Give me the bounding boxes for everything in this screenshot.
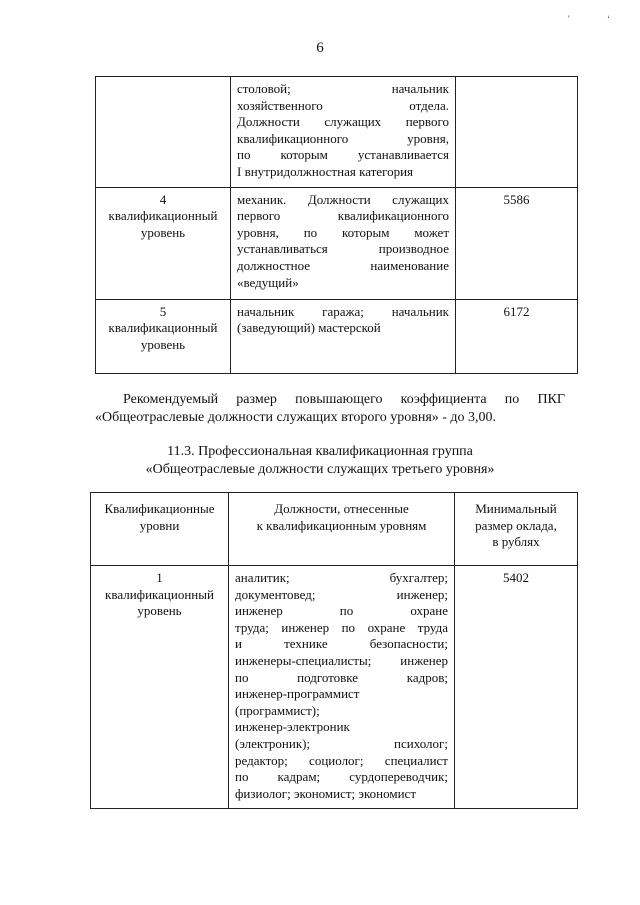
salary-cell: 5402: [455, 566, 578, 809]
position-line: физиолог; экономист; экономист: [235, 785, 417, 801]
positions-cell: [231, 77, 456, 188]
scan-mark-2: ʻ: [607, 14, 610, 24]
level-line: 1: [156, 570, 163, 585]
level-cell: [96, 299, 231, 373]
table-row: [96, 187, 578, 299]
position-line: квалификационного уровня,: [237, 130, 449, 146]
header-line: в рублях: [492, 534, 540, 550]
positions-cell: [231, 299, 456, 373]
position-line: начальник гаража; начальник: [237, 303, 449, 319]
position-line: инженер по охране: [235, 603, 448, 619]
salary-cell: 5586: [456, 187, 578, 299]
level-cell: [96, 77, 231, 188]
scan-mark-1: ': [568, 14, 570, 24]
level-cell: [96, 187, 231, 299]
position-line: и технике безопасности;: [235, 636, 448, 652]
table-continuation: [95, 76, 578, 374]
page-number: 6: [316, 40, 324, 56]
level-line: 4: [159, 191, 167, 207]
header-levels: [91, 493, 229, 566]
position-line: (электроник); психолог;: [235, 735, 448, 751]
level-line: квалификационный: [105, 586, 214, 602]
positions-cell: [231, 187, 456, 299]
position-line: аналитик; бухгалтер;: [235, 570, 448, 585]
position-line: хозяйственного отдела.: [237, 97, 449, 113]
position-line: (заведующий) мастерской: [237, 320, 381, 336]
header-line: Минимальный: [475, 501, 557, 516]
recommendation-paragraph: [95, 391, 565, 427]
level-line: уровень: [140, 224, 186, 240]
level-line: квалификационный: [108, 320, 218, 336]
position-line: по которым устанавливается: [237, 147, 449, 163]
table-header-row: [91, 493, 578, 566]
table-third-level: [90, 492, 578, 809]
section-heading-line-1: 11.3. Профессиональная квалификационная группа: [167, 444, 473, 459]
header-salary: [455, 493, 578, 566]
level-cell: [91, 566, 229, 809]
position-line: документовед; инженер;: [235, 586, 448, 602]
table-row: [96, 299, 578, 373]
position-line: по подготовке кадров;: [235, 669, 448, 685]
position-line: Должности служащих первого: [237, 114, 449, 130]
table-row: [96, 77, 578, 188]
salary-cell: [456, 77, 578, 188]
level-line: 5: [159, 303, 167, 319]
position-line: столовой; начальник: [237, 81, 449, 96]
position-line: механик. Должности служащих: [237, 191, 449, 207]
position-line: инженер-программист: [235, 686, 360, 702]
header-line: Квалификационные: [104, 501, 215, 516]
salary-cell: 6172: [456, 299, 578, 373]
position-line: (программист);: [235, 702, 320, 718]
position-line: должностное наименование: [237, 257, 449, 273]
recommendation-line-2: «Общеотраслевые должности служащих второго уровня» - до 3,00.: [95, 410, 497, 425]
header-line: размер оклада,: [475, 517, 557, 533]
recommendation-line-1: Рекомендуемый размер повышающего коэффициента по ПКГ: [123, 392, 565, 407]
table-row: [91, 566, 578, 809]
position-line: первого квалификационного: [237, 208, 449, 224]
positions-cell: [229, 566, 455, 809]
header-line: Должности, отнесенные: [274, 501, 409, 516]
level-line: квалификационный: [108, 208, 218, 224]
section-heading-line-2: «Общеотраслевые должности служащих третьего уровня»: [145, 462, 495, 477]
position-line: труда; инженер по охране труда: [235, 619, 448, 635]
level-line: уровень: [140, 336, 186, 352]
position-line: по кадрам; сурдопереводчик;: [235, 769, 448, 785]
position-line: «ведущий»: [237, 274, 299, 290]
position-line: устанавливаться производное: [237, 241, 449, 257]
header-line: к квалификационным уровням: [256, 517, 427, 533]
position-line: инженер-электроник: [235, 719, 350, 735]
header-positions: [229, 493, 455, 566]
header-line: уровни: [139, 517, 180, 533]
position-line: инженеры-специалисты; инженер: [235, 652, 448, 668]
position-line: I внутридолжностная категория: [237, 163, 414, 179]
position-line: уровня, по которым может: [237, 224, 449, 240]
position-line: редактор; социолог; специалист: [235, 752, 448, 768]
level-line: уровень: [137, 603, 182, 619]
